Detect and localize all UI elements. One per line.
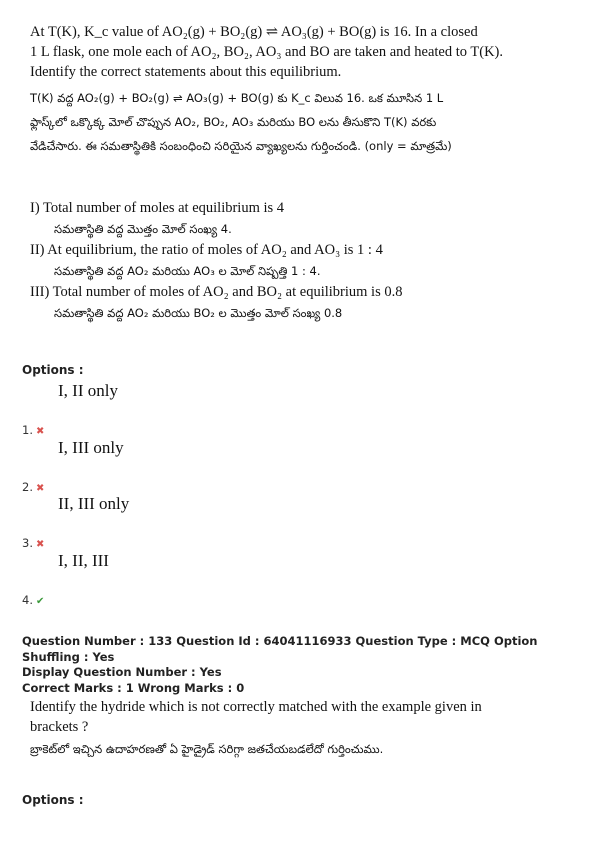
option-4[interactable] (22, 551, 322, 607)
question-en-line-3: Identify the correct statements about this equilibrium. (30, 64, 342, 80)
question-en-line-2: 1 L flask, one mole each of AO₂, BO₂, AO₃ and BO are taken and heated to T(K). (30, 44, 503, 60)
question-2-text (30, 697, 570, 761)
cross-icon: ✖ (35, 539, 45, 550)
option-2-number-wrap (22, 480, 44, 494)
option-1-number: 1. (22, 423, 33, 437)
statement-2-te: సమతాస్థితి వద్ద AO₂ మరియు AO₃ ల మోల్ నిష్పత్తి 1 : 4. (54, 264, 321, 278)
question-text (30, 22, 570, 158)
check-icon: ✔ (35, 596, 45, 607)
option-3-text: II, III only (58, 494, 130, 513)
question-te-line-3: వేడిచేసారు. ఈ సమతాస్థితికి సంబంధించి సరియైన వ్యాఖ్యలను గుర్తించండి. (only = మాత్రమే) (30, 139, 452, 153)
cross-icon: ✖ (35, 483, 45, 494)
question-en-line-1: At T(K), K_c value of AO₂(g) + BO₂(g) ⇌ AO₃(g) + BO(g) is 16. In a closed (30, 24, 478, 40)
cross-icon: ✖ (35, 426, 45, 437)
meta-line-3: Correct Marks : 1 Wrong Marks : 0 (22, 680, 245, 695)
statement-1-en: I) Total number of moles at equilibrium is 4 (30, 200, 285, 216)
statement-3-te: సమతాస్థితి వద్ద AO₂ మరియు BO₂ ల మొత్తం మోల్ సంఖ్య 0.8 (54, 306, 343, 320)
option-1[interactable] (22, 381, 322, 437)
meta-line-1: Question Number : 133 Question Id : 64041116933 Question Type : MCQ Option Shuffling : Yes (22, 634, 538, 664)
option-1-number-wrap (22, 423, 44, 437)
question-2-en-line-1: Identify the hydride which is not correctly matched with the example given in (30, 699, 482, 715)
question-2-en-line-2: brackets ? (30, 719, 89, 735)
option-2-number: 2. (22, 480, 33, 494)
options-label: Options : (22, 363, 84, 377)
option-2-text: I, III only (58, 438, 124, 457)
question-2-te-line-1: బ్రాకెట్‌లో ఇచ్చిన ఉదాహరణతో ఏ హైడ్రైడ్ సరిగ్గా జతచేయబడలేదో గుర్తించుము. (30, 742, 384, 756)
option-2[interactable] (22, 438, 322, 494)
option-4-number-wrap (22, 593, 44, 607)
question-te-line-1: T(K) వద్ద AO₂(g) + BO₂(g) ⇌ AO₃(g) + BO(g) కు K_c విలువ 16. ఒక మూసిన 1 L (30, 91, 444, 105)
option-3-number-wrap (22, 536, 44, 550)
option-1-text: I, II only (58, 381, 118, 400)
statement-2-en: II) At equilibrium, the ratio of moles of AO₂ and AO₃ is 1 : 4 (30, 242, 383, 258)
statement-list (30, 198, 570, 324)
statement-3-en: III) Total number of moles of AO₂ and BO₂ at equilibrium is 0.8 (30, 284, 403, 300)
option-4-number: 4. (22, 593, 33, 607)
meta-line-2: Display Question Number : Yes (22, 665, 222, 679)
statement-1-te: సమతాస్థితి వద్ద మొత్తం మోల్ సంఖ్య 4. (54, 222, 232, 236)
option-4-text: I, II, III (58, 551, 109, 570)
option-3-number: 3. (22, 536, 33, 550)
option-3[interactable] (22, 494, 322, 550)
question-te-line-2: ఫ్లాస్క్‌లో ఒక్కొక్క మోల్ చొప్పున AO₂, BO₂, AO₃ మరియు BO లను తీసుకొని T(K) వరకు (30, 115, 437, 129)
options-label-2: Options : (22, 793, 84, 807)
question-meta (22, 634, 582, 696)
